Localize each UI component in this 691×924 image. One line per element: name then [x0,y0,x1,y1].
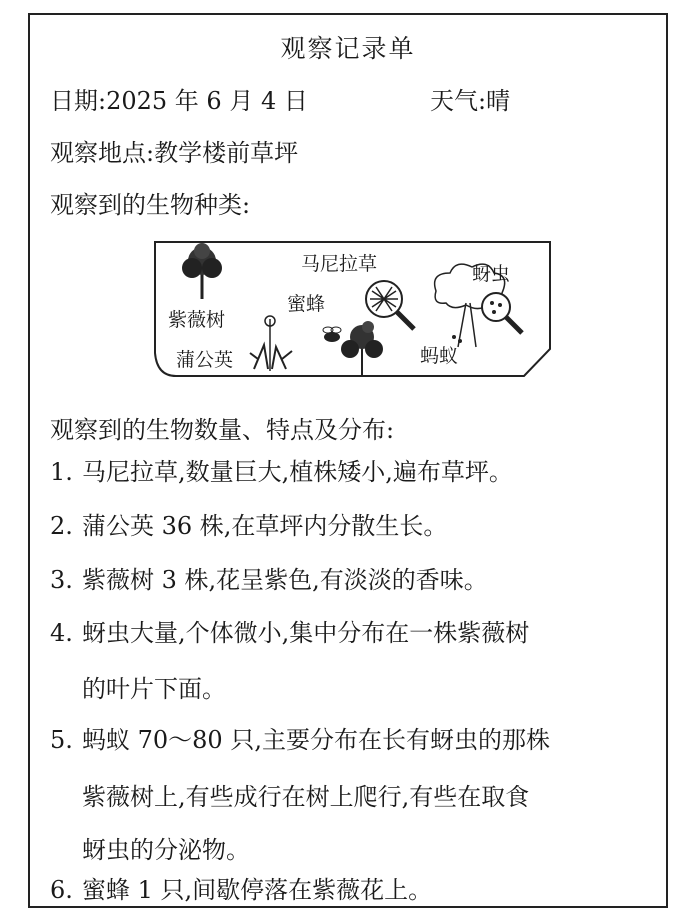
label-dandelion: 蒲公英 [176,349,234,371]
label-aphid: 蚜虫 [472,263,511,285]
date-line: 日期:2025 年 6 月 4 日 [50,87,308,115]
flower-bush-icon [341,321,383,375]
species-heading: 观察到的生物种类: [50,191,251,219]
location-line: 观察地点:教学楼前草坪 [50,139,299,167]
label-crape-myrtle: 紫薇树 [168,309,226,331]
list-item-continuation: 紫薇树上,有些成行在树上爬行,有些在取食 [82,783,530,811]
details-heading: 观察到的生物数量、特点及分布: [50,416,395,444]
label-bee: 蜜蜂 [287,293,326,315]
list-item: 6. 蜜蜂 1 只,间歇停落在紫薇花上。 [50,876,433,904]
sheet-title: 观察记录单 [280,34,416,63]
dandelion-icon [250,316,292,371]
bee-icon [323,327,341,342]
weather-line: 天气:晴 [430,87,511,115]
label-ant: 蚂蚁 [420,345,459,367]
list-item-continuation: 的叶片下面。 [82,675,226,703]
label-manila-grass: 马尼拉草 [301,253,378,275]
list-item: 2. 蒲公英 36 株,在草坪内分散生长。 [50,512,448,540]
list-item: 1. 马尼拉草,数量巨大,植株矮小,遍布草坪。 [50,458,513,486]
list-item: 5. 蚂蚁 70～80 只,主要分布在长有蚜虫的那株 [50,726,550,754]
magnifier-grass-icon [366,281,414,329]
list-item: 3. 紫薇树 3 株,花呈紫色,有淡淡的香味。 [50,566,488,594]
tree-icon [182,243,222,299]
species-illustration [154,241,551,377]
observation-record-sheet [28,13,668,908]
list-item: 4. 蚜虫大量,个体微小,集中分布在一株紫薇树 [50,619,530,647]
list-item-continuation: 蚜虫的分泌物。 [82,836,250,864]
